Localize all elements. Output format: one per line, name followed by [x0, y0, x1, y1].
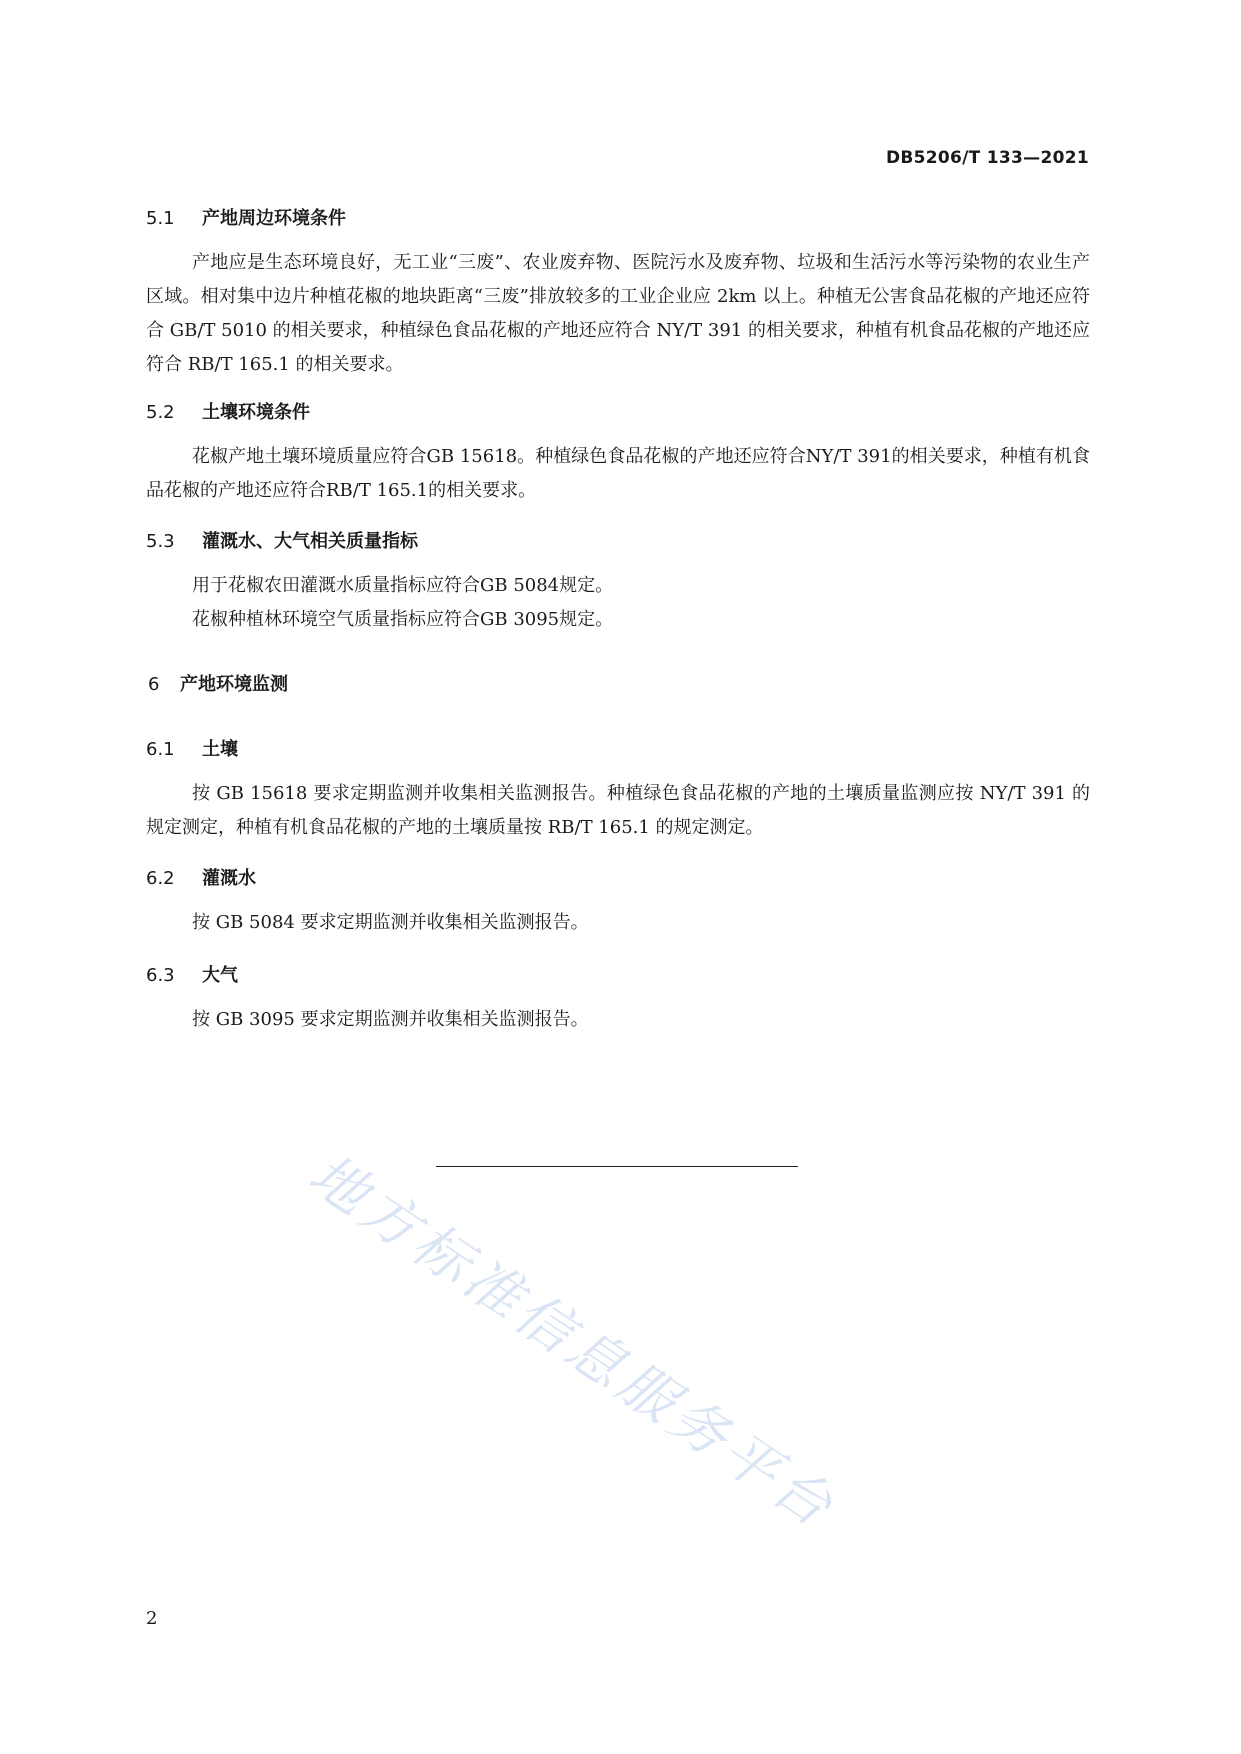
- section-title: 产地环境监测: [180, 674, 288, 695]
- section-title: 产地周边环境条件: [202, 208, 346, 229]
- section-5-2-paragraph: 花椒产地土壤环境质量应符合GB 15618。种植绿色食品花椒的产地还应符合NY/T 391的相关要求，种植有机食品花椒的产地还应符合RB/T 165.1的相关要求。: [146, 446, 1090, 501]
- section-number: 5.3: [146, 531, 175, 552]
- section-number: 6.2: [146, 868, 175, 889]
- section-6-2-heading: [146, 864, 256, 890]
- section-5-3-line-1: 用于花椒农田灌溉水质量指标应符合GB 5084规定。: [192, 575, 614, 596]
- end-of-standard-rule: [436, 1166, 798, 1167]
- section-number: 5.2: [146, 402, 175, 423]
- section-title: 灌溉水、大气相关质量指标: [202, 531, 418, 552]
- section-6-3-heading: [146, 961, 238, 987]
- section-number: 6: [148, 674, 160, 695]
- section-number: 6.1: [146, 739, 175, 760]
- section-5-3-line-2: 花椒种植林环境空气质量指标应符合GB 3095规定。: [192, 609, 614, 630]
- section-6-1-heading: [146, 735, 238, 761]
- section-number: 5.1: [146, 208, 175, 229]
- section-title: 土壤: [202, 739, 238, 760]
- section-6-2-paragraph: 按 GB 5084 要求定期监测并收集相关监测报告。: [192, 912, 589, 933]
- watermark: 地方标准信息服务平台: [297, 1141, 848, 1543]
- section-title: 土壤环境条件: [202, 402, 310, 423]
- section-5-1-paragraph: 产地应是生态环境良好，无工业“三废”、农业废弃物、医院污水及废弃物、垃圾和生活污水等污染物的农业生产区域。相对集中边片种植花椒的地块距离“三废”排放较多的工业企业应 2km 以上。种植无公害食品花椒的产地还应符合 GB/T 5010 的相关要求，种植绿色食品花椒的产地还应符合 NY/T 391 的相关要求，种植有机食品花椒的产地还应符合 RB/T 165.1 的相关要求。: [146, 252, 1090, 375]
- section-6-3-paragraph: 按 GB 3095 要求定期监测并收集相关监测报告。: [192, 1009, 589, 1030]
- section-title: 灌溉水: [202, 868, 256, 889]
- section-6-1-paragraph: 按 GB 15618 要求定期监测并收集相关监测报告。种植绿色食品花椒的产地的土壤质量监测应按 NY/T 391 的规定测定，种植有机食品花椒的产地的土壤质量按 RB/T 165.1 的规定测定。: [146, 783, 1090, 838]
- section-6-heading: [148, 670, 288, 696]
- page-number: 2: [146, 1608, 158, 1629]
- section-5-2-heading: [146, 398, 310, 424]
- section-5-1-heading: [146, 204, 346, 230]
- section-number: 6.3: [146, 965, 175, 986]
- section-5-3-heading: [146, 527, 418, 553]
- document-code: DB5206/T 133—2021: [885, 148, 1089, 168]
- section-title: 大气: [202, 965, 238, 986]
